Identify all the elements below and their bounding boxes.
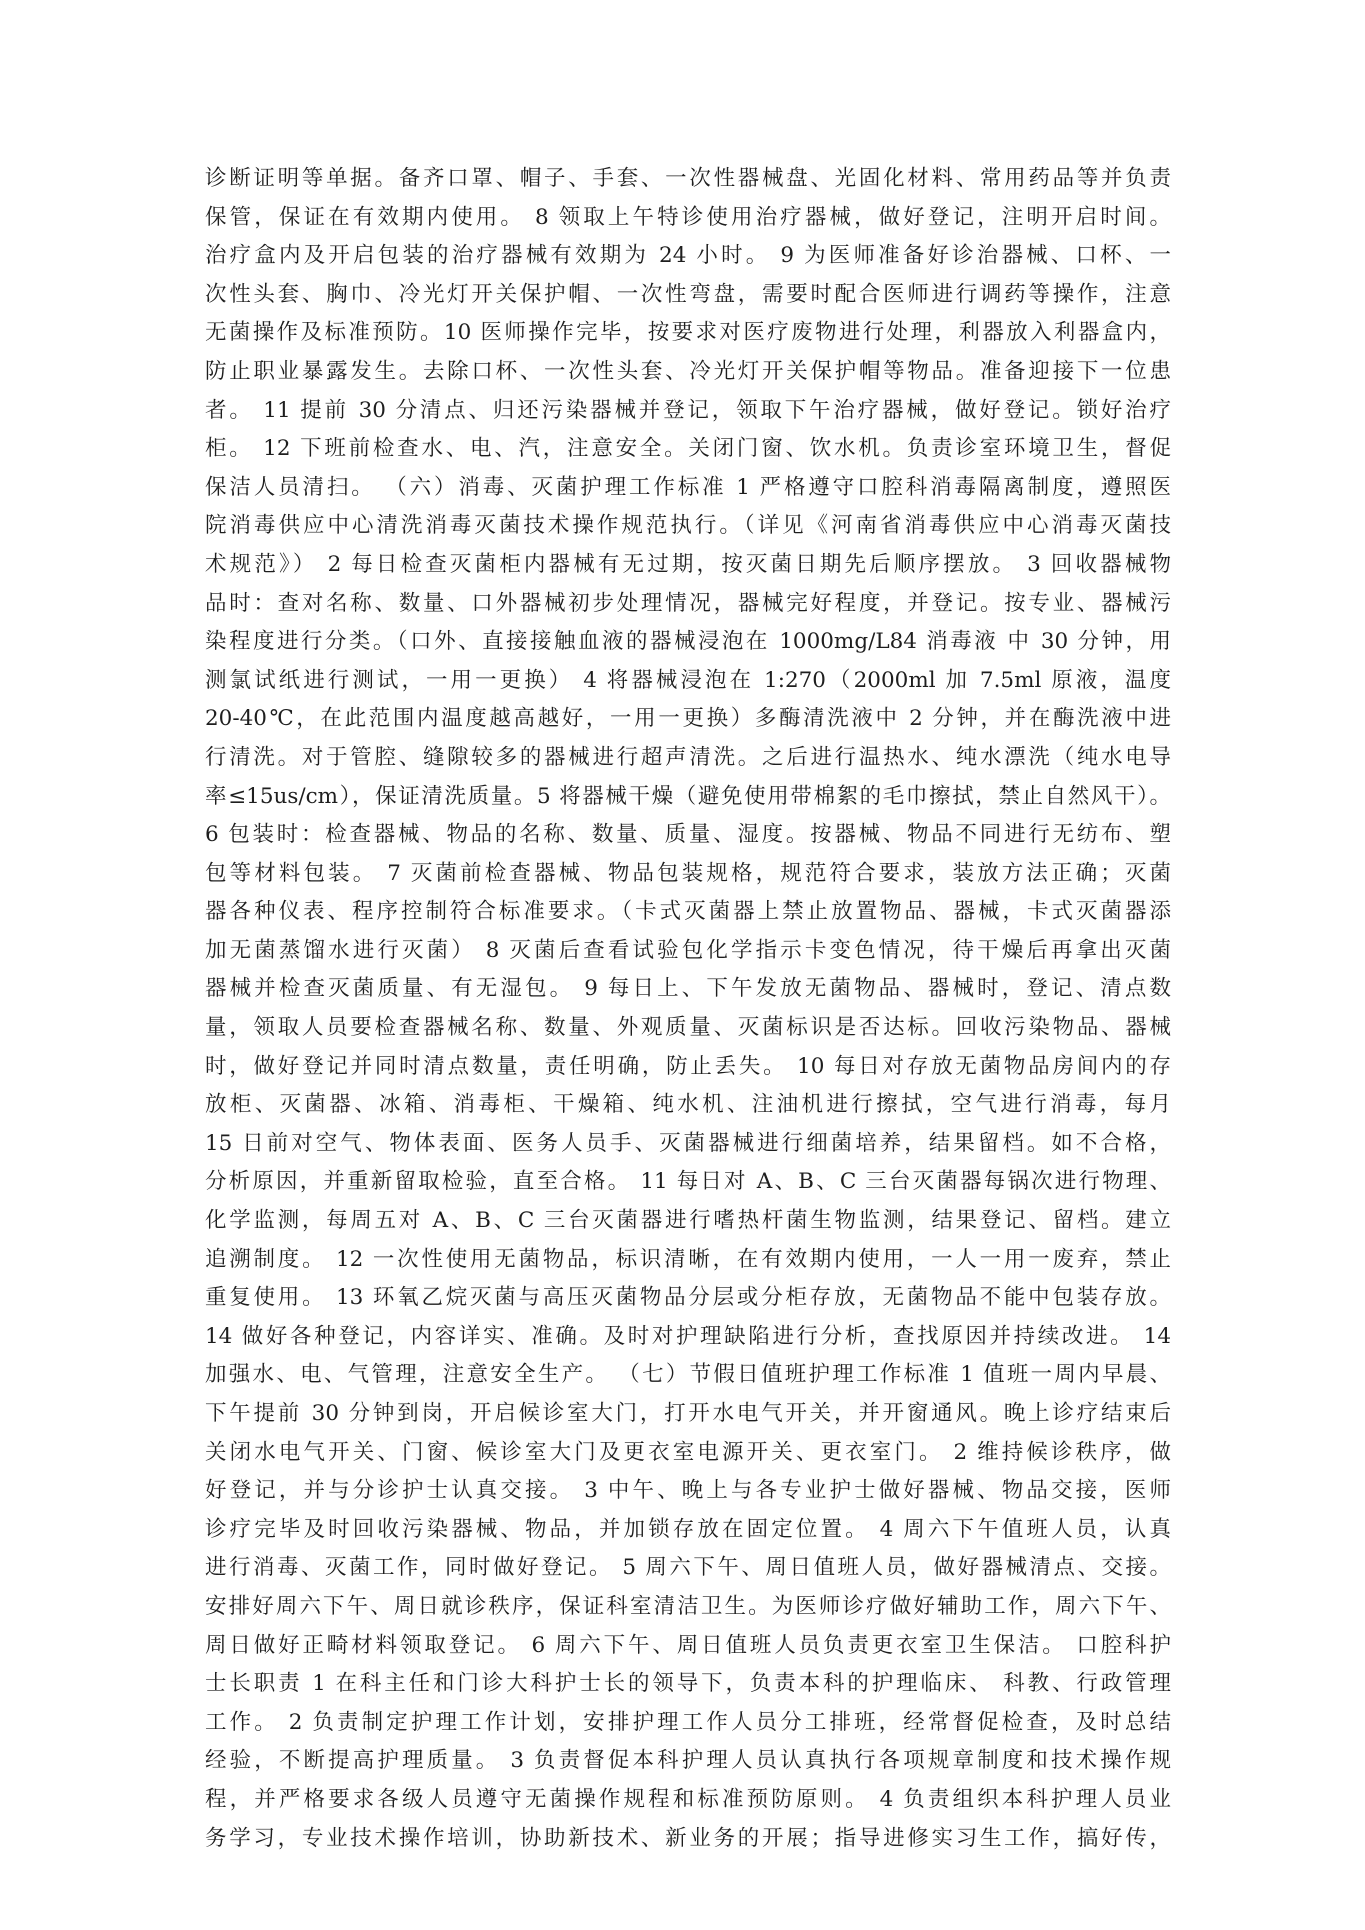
- text-line: 放柜、灭菌器、冰箱、消毒柜、干燥箱、纯水机、注油机进行擦拭，空气进行消毒，每月: [205, 1092, 1171, 1118]
- text-line: 安排好周六下午、周日就诊秩序，保证科室清洁卫生。为医师诊疗做好辅助工作，周六下午、: [205, 1593, 1171, 1619]
- text-line: 加强水、电、气管理，注意安全生产。 （七）节假日值班护理工作标准 1 值班一周内早晨、: [205, 1362, 1171, 1388]
- text-line: 保洁人员清扫。 （六）消毒、灭菌护理工作标准 1 严格遵守口腔科消毒隔离制度，遵照医: [205, 474, 1171, 500]
- text-line: 工作。 2 负责制定护理工作计划，安排护理工作人员分工排班，经常督促检查，及时总结: [205, 1709, 1171, 1735]
- text-line: 品时：查对名称、数量、口外器械初步处理情况，器械完好程度，并登记。按专业、器械污: [205, 590, 1171, 616]
- text-line: 15 日前对空气、物体表面、医务人员手、灭菌器械进行细菌培养，结果留档。如不合格，: [205, 1130, 1171, 1156]
- text-line: 柜。 12 下班前检查水、电、汽，注意安全。关闭门窗、饮水机。负责诊室环境卫生，督促: [205, 436, 1171, 462]
- text-line: 分析原因，并重新留取检验，直至合格。 11 每日对 A、B、C 三台灭菌器每锅次进行物理、: [205, 1169, 1171, 1195]
- text-line: 时，做好登记并同时清点数量，责任明确，防止丢失。 10 每日对存放无菌物品房间内的存: [205, 1053, 1171, 1079]
- text-line: 诊疗完毕及时回收污染器械、物品，并加锁存放在固定位置。 4 周六下午值班人员，认真: [205, 1516, 1171, 1542]
- text-line: 追溯制度。 12 一次性使用无菌物品，标识清晰，在有效期内使用，一人一用一废弃，禁止: [205, 1246, 1171, 1272]
- text-line: 术规范》） 2 每日检查灭菌柜内器械有无过期，按灭菌日期先后顺序摆放。 3 回收器械物: [205, 551, 1171, 577]
- text-line: 程，并严格要求各级人员遵守无菌操作规程和标准预防原则。 4 负责组织本科护理人员业: [205, 1786, 1171, 1812]
- text-line: 经验，不断提高护理质量。 3 负责督促本科护理人员认真执行各项规章制度和技术操作规: [205, 1748, 1171, 1774]
- text-line: 保管，保证在有效期内使用。 8 领取上午特诊使用治疗器械，做好登记，注明开启时间。: [205, 204, 1171, 230]
- text-line: 关闭水电气开关、门窗、候诊室大门及更衣室电源开关、更衣室门。 2 维持候诊秩序，做: [205, 1439, 1171, 1465]
- document-page: [205, 160, 1171, 1851]
- text-line: 20-40℃，在此范围内温度越高越好，一用一更换）多酶清洗液中 2 分钟，并在酶洗液中进: [205, 706, 1171, 732]
- text-line: 诊断证明等单据。备齐口罩、帽子、手套、一次性器械盘、光固化材料、常用药品等并负责: [205, 166, 1171, 191]
- text-line: 院消毒供应中心清洗消毒灭菌技术操作规范执行。（详见《河南省消毒供应中心消毒灭菌技: [205, 513, 1171, 539]
- text-line: 14 做好各种登记，内容详实、准确。及时对护理缺陷进行分析，查找原因并持续改进。 14: [205, 1323, 1171, 1349]
- text-line: 防止职业暴露发生。去除口杯、一次性头套、冷光灯开关保护帽等物品。准备迎接下一位患: [205, 358, 1171, 384]
- text-line: 器各种仪表、程序控制符合标准要求。（卡式灭菌器上禁止放置物品、器械，卡式灭菌器添: [205, 899, 1171, 925]
- text-line: 无菌操作及标准预防。10 医师操作完毕，按要求对医疗废物进行处理，利器放入利器盒内，: [205, 320, 1171, 346]
- text-line: 行清洗。对于管腔、缝隙较多的器械进行超声清洗。之后进行温热水、纯水漂洗（纯水电导: [205, 744, 1171, 770]
- text-line: 务学习，专业技术操作培训，协助新技术、新业务的开展；指导进修实习生工作，搞好传，: [205, 1825, 1171, 1851]
- text-line: 进行消毒、灭菌工作，同时做好登记。 5 周六下午、周日值班人员，做好器械清点、交接。: [205, 1555, 1171, 1581]
- text-line: 好登记，并与分诊护士认真交接。 3 中午、晚上与各专业护士做好器械、物品交接，医师: [205, 1478, 1171, 1504]
- text-line: 者。 11 提前 30 分清点、归还污染器械并登记，领取下午治疗器械，做好登记。锁好治疗: [205, 397, 1171, 423]
- text-line: 6 包装时：检查器械、物品的名称、数量、质量、湿度。按器械、物品不同进行无纺布、塑: [205, 822, 1171, 848]
- text-line: 下午提前 30 分钟到岗，开启候诊室大门，打开水电气开关，并开窗通风。晚上诊疗结束后: [205, 1401, 1171, 1426]
- text-line: 量，领取人员要检查器械名称、数量、外观质量、灭菌标识是否达标。回收污染物品、器械: [205, 1015, 1171, 1041]
- text-line: 次性头套、胸巾、冷光灯开关保护帽、一次性弯盘，需要时配合医师进行调药等操作，注意: [205, 281, 1171, 307]
- text-line: 治疗盒内及开启包装的治疗器械有效期为 24 小时。 9 为医师准备好诊治器械、口杯、一: [205, 243, 1171, 269]
- text-line: 加无菌蒸馏水进行灭菌） 8 灭菌后查看试验包化学指示卡变色情况，待干燥后再拿出灭菌: [205, 937, 1171, 963]
- text-line: 测氯试纸进行测试，一用一更换） 4 将器械浸泡在 1:270（2000ml 加 7.5ml 原液，温度: [205, 667, 1171, 693]
- text-line: 周日做好正畸材料领取登记。 6 周六下午、周日值班人员负责更衣室卫生保洁。 口腔科护: [205, 1632, 1171, 1658]
- text-line: 化学监测，每周五对 A、B、C 三台灭菌器进行嗜热杆菌生物监测，结果登记、留档。建立: [205, 1208, 1171, 1234]
- text-line: 率≤15us/cm），保证清洗质量。5 将器械干燥（避免使用带棉絮的毛巾擦拭，禁止自然风干）。: [205, 783, 1171, 809]
- text-line: 重复使用。 13 环氧乙烷灭菌与高压灭菌物品分层或分柜存放，无菌物品不能中包装存放。: [205, 1285, 1171, 1311]
- text-line: 包等材料包装。 7 灭菌前检查器械、物品包装规格，规范符合要求，装放方法正确；灭菌: [205, 860, 1171, 886]
- text-line: 染程度进行分类。（口外、直接接触血液的器械浸泡在 1000mg/L84 消毒液 中 30 分钟，用: [205, 629, 1171, 655]
- text-line: 士长职责 1 在科主任和门诊大科护士长的领导下，负责本科的护理临床、 科教、行政管理: [205, 1671, 1171, 1697]
- text-line: 器械并检查灭菌质量、有无湿包。 9 每日上、下午发放无菌物品、器械时，登记、清点数: [205, 976, 1171, 1002]
